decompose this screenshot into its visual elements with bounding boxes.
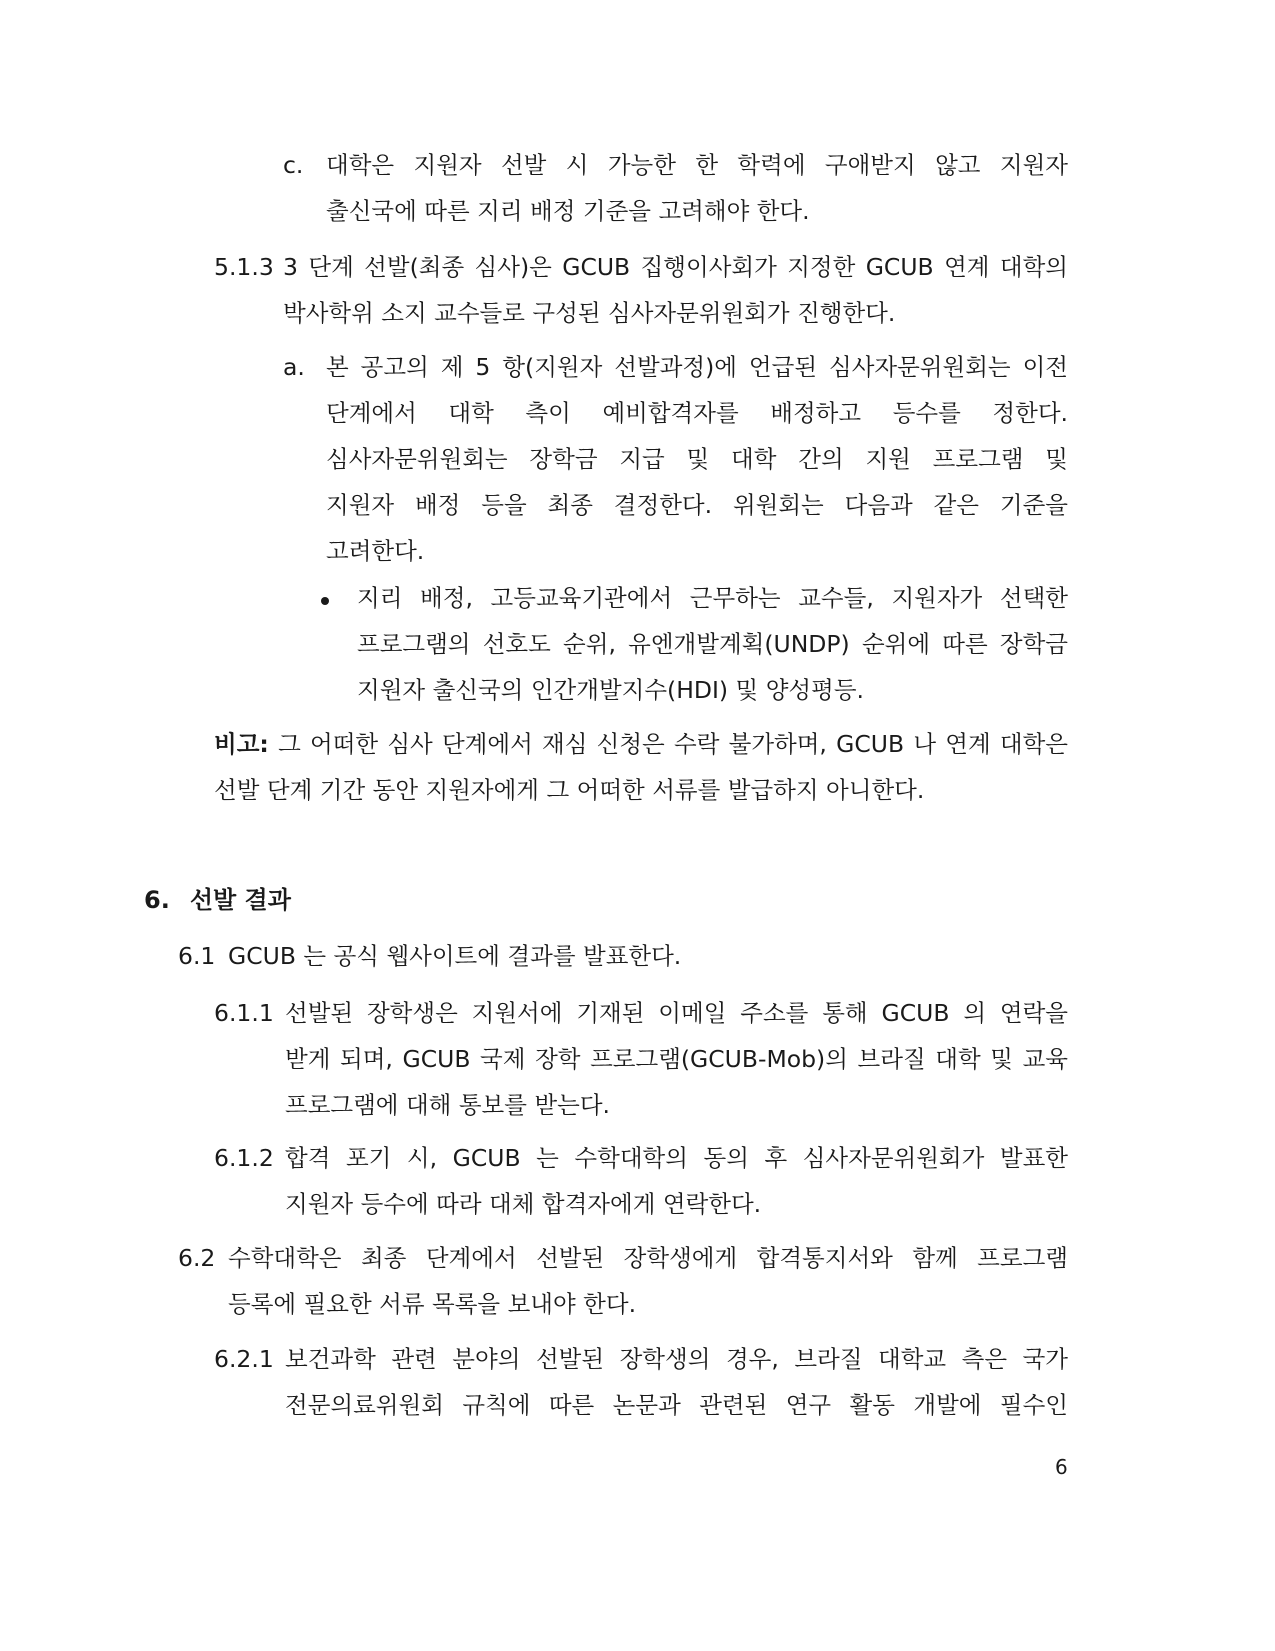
item-a-line-5: 고려한다. (326, 537, 425, 565)
item-6-1-2-line-2: 지원자 등수에 따라 대체 합격자에게 연락한다. (285, 1190, 762, 1218)
item-5-1-3-line-1: 3 단계 선발(최종 심사)은 GCUB 집행이사회가 지정한 GCUB 연계 대학의 (283, 253, 1068, 281)
item-c-line-1: 대학은 지원자 선발 시 가능한 한 학력에 구애받지 않고 지원자 (326, 151, 1068, 179)
item-a-text (326, 344, 1068, 574)
note-label: 비고: (214, 730, 269, 758)
bullet-text (357, 575, 1068, 713)
bullet-line-3: 지원자 출신국의 인간개발지수(HDI) 및 양성평등. (357, 676, 865, 704)
item-6-1-1-line-2: 받게 되며, GCUB 국제 장학 프로그램(GCUB-Mob)의 브라질 대학 및 교육 (285, 1045, 1068, 1073)
item-6-2-text (228, 1235, 1068, 1327)
item-6-1-1-line-1: 선발된 장학생은 지원서에 기재된 이메일 주소를 통해 GCUB 의 연락을 (285, 999, 1068, 1027)
item-5-1-3-text (283, 244, 1068, 336)
note-paragraph (214, 721, 1068, 813)
item-6-2-1-line-2: 전문의료위원회 규칙에 따른 논문과 관련된 연구 활동 개발에 필수인 (285, 1391, 1068, 1419)
item-c-line-2: 출신국에 따른 지리 배정 기준을 고려해야 한다. (326, 197, 810, 225)
note-line-1 (214, 721, 1068, 767)
item-6-2-marker: 6.2 (178, 1244, 216, 1272)
item-6-1-1-marker: 6.1.1 (214, 999, 274, 1027)
item-6-1-marker: 6.1 (178, 942, 216, 970)
item-5-1-3-marker: 5.1.3 (214, 253, 274, 281)
item-c-marker: c. (283, 151, 304, 179)
item-6-2-line-2: 등록에 필요한 서류 목록을 보내야 한다. (228, 1290, 637, 1318)
note-line-1-text: 그 어떠한 심사 단계에서 재심 신청은 수락 불가하며, GCUB 나 연계 대학은 (278, 730, 1068, 758)
section-number: 6. (144, 886, 170, 914)
item-6-1-1-line-3: 프로그램에 대해 통보를 받는다. (285, 1091, 610, 1119)
bullet-line-2: 프로그램의 선호도 순위, 유엔개발계획(UNDP) 순위에 따른 장학금 (357, 630, 1068, 658)
item-6-2-line-1: 수학대학은 최종 단계에서 선발된 장학생에게 합격통지서와 함께 프로그램 (228, 1244, 1068, 1272)
item-a-line-3: 심사자문위원회는 장학금 지급 및 대학 간의 지원 프로그램 및 (326, 445, 1068, 473)
section-title: 선발 결과 (189, 886, 291, 914)
item-a-marker: a. (283, 353, 305, 381)
item-6-1-text: GCUB 는 공식 웹사이트에 결과를 발표한다. (228, 942, 682, 970)
section-6-heading (144, 877, 291, 923)
page-number: 6 (1055, 1455, 1068, 1479)
item-6-2-1-text (285, 1336, 1068, 1428)
bullet-dot-icon (321, 597, 329, 605)
item-6-2-1-line-1: 보건과학 관련 분야의 선발된 장학생의 경우, 브라질 대학교 측은 국가 (285, 1345, 1068, 1373)
bullet-line-1: 지리 배정, 고등교육기관에서 근무하는 교수들, 지원자가 선택한 (357, 584, 1068, 612)
item-a-line-4: 지원자 배정 등을 최종 결정한다. 위원회는 다음과 같은 기준을 (326, 491, 1068, 519)
item-c-text (326, 142, 1068, 234)
item-6-2-1-marker: 6.2.1 (214, 1345, 274, 1373)
item-a-line-1: 본 공고의 제 5 항(지원자 선발과정)에 언급된 심사자문위원회는 이전 (326, 353, 1068, 381)
item-5-1-3-line-2: 박사학위 소지 교수들로 구성된 심사자문위원회가 진행한다. (283, 299, 896, 327)
note-line-2: 선발 단계 기간 동안 지원자에게 그 어떠한 서류를 발급하지 아니한다. (214, 776, 925, 804)
item-6-1-2-text (285, 1135, 1068, 1227)
item-6-1-1-text (285, 990, 1068, 1128)
item-a-line-2: 단계에서 대학 측이 예비합격자를 배정하고 등수를 정한다. (326, 399, 1068, 427)
item-6-1-2-marker: 6.1.2 (214, 1144, 274, 1172)
item-6-1-2-line-1: 합격 포기 시, GCUB 는 수학대학의 동의 후 심사자문위원회가 발표한 (285, 1144, 1068, 1172)
